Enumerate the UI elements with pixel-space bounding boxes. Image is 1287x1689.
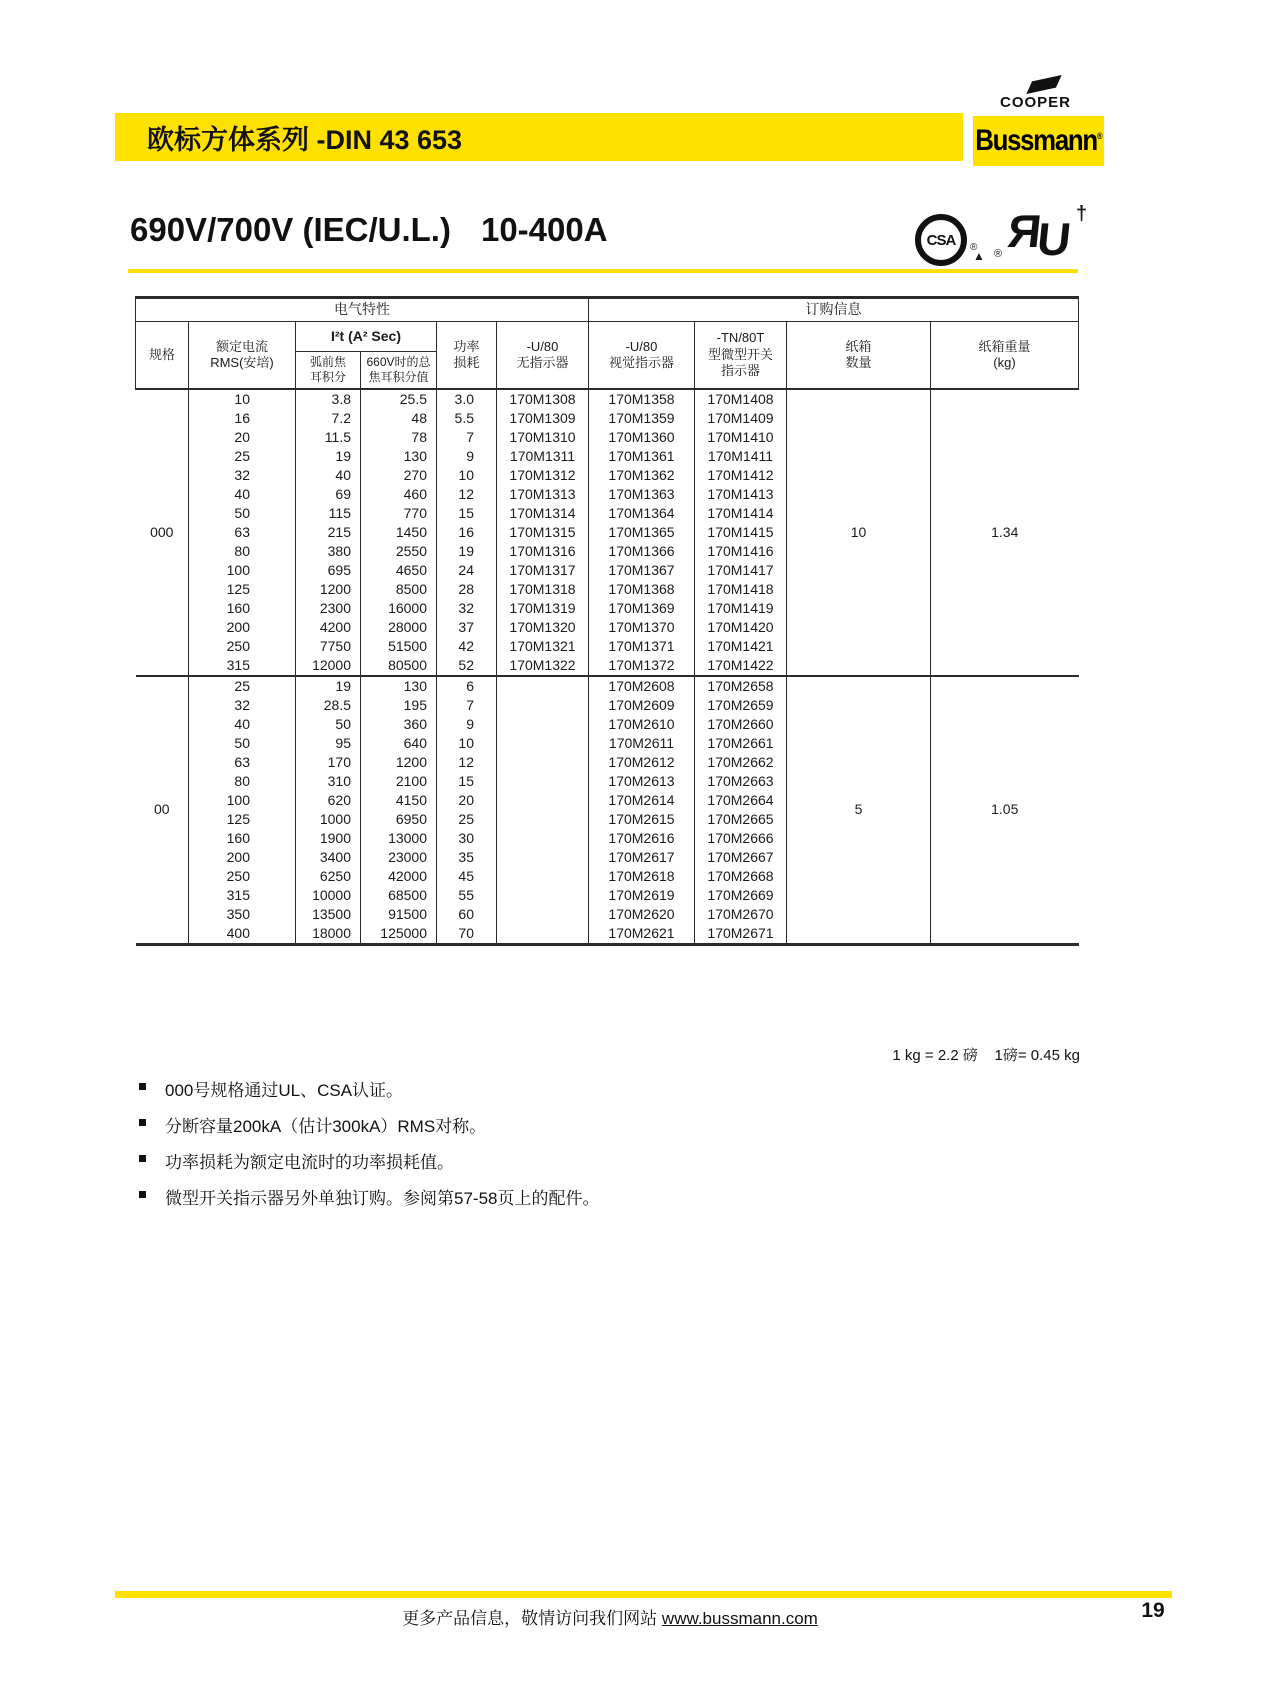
- cell-rated-current: 315: [189, 886, 296, 905]
- cell-rated-current: 25: [189, 676, 296, 696]
- cell-pn-u80-plain: [497, 696, 589, 715]
- cell-power-loss: 19: [437, 542, 497, 561]
- page-number: 19: [1141, 1599, 1165, 1622]
- cell-pn-tn80t: 170M1422: [695, 656, 787, 676]
- cell-pn-u80-visual: 170M1358: [589, 389, 695, 409]
- cell-rated-current: 63: [189, 753, 296, 772]
- cell-power-loss: 10: [437, 466, 497, 485]
- cell-i2t-total-660v: 91500: [361, 905, 437, 924]
- cell-pn-u80-plain: [497, 867, 589, 886]
- cell-i2t-prearc: 19: [296, 447, 361, 466]
- cell-i2t-prearc: 7750: [296, 637, 361, 656]
- cell-pn-u80-plain: 170M1314: [497, 504, 589, 523]
- cell-pn-u80-plain: [497, 753, 589, 772]
- title-divider-rule: [128, 269, 1078, 273]
- cell-power-loss: 7: [437, 428, 497, 447]
- cooper-logo: COOPER: [1000, 94, 1072, 111]
- carton-qty-cell: 5: [787, 676, 931, 945]
- cell-power-loss: 10: [437, 734, 497, 753]
- cell-pn-tn80t: 170M1416: [695, 542, 787, 561]
- cell-pn-u80-plain: [497, 829, 589, 848]
- table-column-header-row: [136, 322, 1079, 352]
- cell-rated-current: 40: [189, 715, 296, 734]
- cell-pn-u80-visual: 170M2611: [589, 734, 695, 753]
- carton-qty-cell: 10: [787, 389, 931, 676]
- cell-i2t-total-660v: 8500: [361, 580, 437, 599]
- cell-i2t-total-660v: 270: [361, 466, 437, 485]
- col-header-tn80t: -TN/80T 型微型开关 指示器: [695, 322, 787, 389]
- cell-pn-u80-visual: 170M2613: [589, 772, 695, 791]
- square-bullet-icon: [139, 1119, 146, 1126]
- cell-pn-u80-visual: 170M1371: [589, 637, 695, 656]
- cell-i2t-prearc: 18000: [296, 924, 361, 945]
- cell-power-loss: 9: [437, 447, 497, 466]
- cell-rated-current: 32: [189, 696, 296, 715]
- cell-i2t-prearc: 2300: [296, 599, 361, 618]
- cell-pn-u80-visual: 170M1365: [589, 523, 695, 542]
- footnote-item: 000号规格通过UL、CSA认证。: [139, 1076, 599, 1101]
- cell-rated-current: 80: [189, 772, 296, 791]
- cell-power-loss: 37: [437, 618, 497, 637]
- cell-pn-tn80t: 170M1417: [695, 561, 787, 580]
- cell-i2t-prearc: 13500: [296, 905, 361, 924]
- cell-pn-u80-plain: 170M1316: [497, 542, 589, 561]
- cell-pn-u80-plain: 170M1321: [497, 637, 589, 656]
- cell-i2t-total-660v: 640: [361, 734, 437, 753]
- cell-i2t-total-660v: 4150: [361, 791, 437, 810]
- cell-pn-u80-visual: 170M1361: [589, 447, 695, 466]
- cell-pn-tn80t: 170M2671: [695, 924, 787, 945]
- cell-pn-tn80t: 170M2662: [695, 753, 787, 772]
- carton-weight-cell: 1.34: [931, 389, 1079, 676]
- cell-pn-u80-visual: 170M1367: [589, 561, 695, 580]
- cell-pn-u80-visual: 170M2610: [589, 715, 695, 734]
- ul-registered-icon: ®: [994, 248, 1003, 260]
- cell-pn-u80-plain: [497, 886, 589, 905]
- series-header-band: [115, 113, 963, 161]
- cell-power-loss: 20: [437, 791, 497, 810]
- cell-i2t-prearc: 170: [296, 753, 361, 772]
- cell-pn-u80-plain: 170M1311: [497, 447, 589, 466]
- cell-pn-u80-plain: [497, 734, 589, 753]
- cell-pn-tn80t: 170M2658: [695, 676, 787, 696]
- cell-pn-tn80t: 170M1420: [695, 618, 787, 637]
- cell-rated-current: 200: [189, 618, 296, 637]
- cell-pn-u80-visual: 170M2614: [589, 791, 695, 810]
- cell-pn-tn80t: 170M1419: [695, 599, 787, 618]
- cell-pn-u80-plain: 170M1322: [497, 656, 589, 676]
- cell-rated-current: 200: [189, 848, 296, 867]
- cell-power-loss: 15: [437, 504, 497, 523]
- cell-pn-u80-visual: 170M1363: [589, 485, 695, 504]
- cell-pn-u80-visual: 170M1362: [589, 466, 695, 485]
- cell-i2t-prearc: 6250: [296, 867, 361, 886]
- cell-pn-u80-plain: [497, 905, 589, 924]
- csa-logo-icon: CSA: [915, 214, 967, 266]
- cell-i2t-total-660v: 6950: [361, 810, 437, 829]
- cell-i2t-total-660v: 1450: [361, 523, 437, 542]
- cell-i2t-total-660v: 460: [361, 485, 437, 504]
- cell-power-loss: 25: [437, 810, 497, 829]
- cell-power-loss: 24: [437, 561, 497, 580]
- cell-power-loss: 32: [437, 599, 497, 618]
- square-bullet-icon: [139, 1083, 146, 1090]
- cell-pn-u80-visual: 170M1360: [589, 428, 695, 447]
- cell-power-loss: 45: [437, 867, 497, 886]
- square-bullet-icon: [139, 1191, 146, 1198]
- footer-info: 更多产品信息，敬情访问我们网站 www.bussmann.com: [402, 1609, 818, 1628]
- cell-pn-u80-plain: 170M1308: [497, 389, 589, 409]
- cell-pn-u80-visual: 170M2617: [589, 848, 695, 867]
- cell-i2t-prearc: 4200: [296, 618, 361, 637]
- spec-cell: 000: [150, 523, 174, 540]
- cell-i2t-total-660v: 130: [361, 676, 437, 696]
- cell-i2t-prearc: 620: [296, 791, 361, 810]
- cell-i2t-total-660v: 42000: [361, 867, 437, 886]
- cell-pn-u80-plain: 170M1318: [497, 580, 589, 599]
- csa-registered-icon: ®: [970, 242, 978, 253]
- cell-pn-tn80t: 170M2666: [695, 829, 787, 848]
- col-header-carton-weight: 纸箱重量 (kg): [931, 322, 1079, 389]
- cell-i2t-prearc: 7.2: [296, 409, 361, 428]
- cell-i2t-prearc: 380: [296, 542, 361, 561]
- cell-i2t-prearc: 19: [296, 676, 361, 696]
- cell-pn-u80-plain: 170M1313: [497, 485, 589, 504]
- cell-pn-u80-visual: 170M1359: [589, 409, 695, 428]
- cell-i2t-total-660v: 4650: [361, 561, 437, 580]
- cell-pn-tn80t: 170M2660: [695, 715, 787, 734]
- col-header-total-660v: 660V时的总 焦耳积分值: [361, 352, 437, 389]
- cell-i2t-total-660v: 195: [361, 696, 437, 715]
- cell-pn-tn80t: 170M1411: [695, 447, 787, 466]
- cell-pn-tn80t: 170M1418: [695, 580, 787, 599]
- cell-pn-u80-visual: 170M2619: [589, 886, 695, 905]
- bussmann-logo: Bussmann®: [975, 124, 1102, 157]
- cell-pn-tn80t: 170M2669: [695, 886, 787, 905]
- cell-i2t-total-660v: 23000: [361, 848, 437, 867]
- col-header-u80-visual: -U/80 视觉指示器: [589, 322, 695, 389]
- cell-i2t-prearc: 1000: [296, 810, 361, 829]
- cell-pn-u80-plain: 170M1312: [497, 466, 589, 485]
- table-row: [136, 389, 1079, 409]
- cell-pn-u80-visual: 170M2612: [589, 753, 695, 772]
- footer-yellow-bar: [115, 1591, 1172, 1598]
- cell-power-loss: 9: [437, 715, 497, 734]
- cell-rated-current: 160: [189, 829, 296, 848]
- footnote-item: 功率损耗为额定电流时的功率损耗值。: [139, 1148, 599, 1173]
- cell-rated-current: 400: [189, 924, 296, 945]
- cell-pn-tn80t: 170M2661: [695, 734, 787, 753]
- cell-i2t-prearc: 1200: [296, 580, 361, 599]
- cell-power-loss: 3.0: [437, 389, 497, 409]
- cell-i2t-prearc: 95: [296, 734, 361, 753]
- cell-power-loss: 5.5: [437, 409, 497, 428]
- cell-i2t-prearc: 3400: [296, 848, 361, 867]
- cell-pn-u80-plain: 170M1309: [497, 409, 589, 428]
- cell-rated-current: 315: [189, 656, 296, 676]
- cell-power-loss: 35: [437, 848, 497, 867]
- cell-rated-current: 10: [189, 389, 296, 409]
- cell-rated-current: 63: [189, 523, 296, 542]
- cell-power-loss: 30: [437, 829, 497, 848]
- col-header-carton-qty: 纸箱 数量: [787, 322, 931, 389]
- square-bullet-icon: [139, 1155, 146, 1162]
- cell-pn-tn80t: 170M2659: [695, 696, 787, 715]
- cell-i2t-total-660v: 48: [361, 409, 437, 428]
- cell-i2t-total-660v: 13000: [361, 829, 437, 848]
- col-header-power-loss: 功率 损耗: [437, 322, 497, 389]
- ul-recognized-icon: RU: [1005, 205, 1074, 265]
- col-header-u80-plain: -U/80 无指示器: [497, 322, 589, 389]
- cell-pn-u80-visual: 170M2608: [589, 676, 695, 696]
- cell-power-loss: 52: [437, 656, 497, 676]
- cell-rated-current: 16: [189, 409, 296, 428]
- cooper-flag-icon: [1026, 75, 1061, 94]
- cell-i2t-prearc: 50: [296, 715, 361, 734]
- registered-mark-icon: ®: [1097, 131, 1102, 141]
- bussmann-logo-block: [973, 116, 1104, 166]
- cell-rated-current: 160: [189, 599, 296, 618]
- cell-i2t-prearc: 69: [296, 485, 361, 504]
- cell-pn-u80-visual: 170M1366: [589, 542, 695, 561]
- cell-power-loss: 12: [437, 485, 497, 504]
- cell-pn-u80-plain: [497, 791, 589, 810]
- spec-cell: 00: [136, 676, 189, 945]
- cell-pn-tn80t: 170M2665: [695, 810, 787, 829]
- cell-pn-u80-visual: 170M1369: [589, 599, 695, 618]
- cell-i2t-total-660v: 78: [361, 428, 437, 447]
- cell-pn-u80-plain: 170M1315: [497, 523, 589, 542]
- col-header-prearc: 弧前焦 耳积分: [296, 352, 361, 389]
- cell-i2t-total-660v: 125000: [361, 924, 437, 945]
- cell-pn-tn80t: 170M1408: [695, 389, 787, 409]
- cell-i2t-prearc: 11.5: [296, 428, 361, 447]
- cell-i2t-prearc: 215: [296, 523, 361, 542]
- cell-pn-tn80t: 170M2668: [695, 867, 787, 886]
- cell-power-loss: 42: [437, 637, 497, 656]
- cell-rated-current: 50: [189, 734, 296, 753]
- cell-pn-u80-plain: [497, 810, 589, 829]
- carton-weight-cell: 1.05: [931, 676, 1079, 945]
- cell-rated-current: 250: [189, 637, 296, 656]
- cell-rated-current: 80: [189, 542, 296, 561]
- cell-pn-u80-visual: 170M1370: [589, 618, 695, 637]
- cell-pn-u80-visual: 170M1364: [589, 504, 695, 523]
- cell-i2t-total-660v: 130: [361, 447, 437, 466]
- cell-pn-tn80t: 170M1409: [695, 409, 787, 428]
- ul-dagger-icon: †: [1076, 203, 1088, 225]
- cell-power-loss: 70: [437, 924, 497, 945]
- cell-i2t-total-660v: 770: [361, 504, 437, 523]
- cell-pn-u80-plain: 170M1319: [497, 599, 589, 618]
- cell-pn-tn80t: 170M2667: [695, 848, 787, 867]
- col-header-spec: 规格: [136, 322, 189, 389]
- cell-i2t-total-660v: 2100: [361, 772, 437, 791]
- cell-pn-tn80t: 170M1413: [695, 485, 787, 504]
- col-header-i2t: I²t (A² Sec): [296, 322, 437, 352]
- cell-i2t-total-660v: 2550: [361, 542, 437, 561]
- footnote-item: 微型开关指示器另外单独订购。参阅第57-58页上的配件。: [139, 1184, 599, 1209]
- cell-pn-tn80t: 170M1412: [695, 466, 787, 485]
- title-voltage: 690V/700V (IEC/U.L.): [130, 211, 451, 248]
- cell-pn-tn80t: 170M1421: [695, 637, 787, 656]
- cell-rated-current: 350: [189, 905, 296, 924]
- cell-i2t-total-660v: 28000: [361, 618, 437, 637]
- table-row: [136, 676, 1079, 696]
- cell-rated-current: 40: [189, 485, 296, 504]
- table-body: [136, 389, 1079, 945]
- cell-i2t-total-660v: 51500: [361, 637, 437, 656]
- cell-i2t-total-660v: 25.5: [361, 389, 437, 409]
- cell-i2t-prearc: 1900: [296, 829, 361, 848]
- cell-pn-tn80t: 170M2670: [695, 905, 787, 924]
- cell-rated-current: 20: [189, 428, 296, 447]
- cell-i2t-total-660v: 68500: [361, 886, 437, 905]
- cell-i2t-prearc: 10000: [296, 886, 361, 905]
- cell-power-loss: 55: [437, 886, 497, 905]
- cell-i2t-total-660v: 16000: [361, 599, 437, 618]
- series-title: 欧标方体系列 -DIN 43 653: [147, 124, 463, 155]
- cell-pn-u80-plain: 170M1320: [497, 618, 589, 637]
- fuse-ratings-table: [135, 296, 1079, 946]
- cell-pn-u80-plain: [497, 715, 589, 734]
- cell-pn-u80-visual: 170M2621: [589, 924, 695, 945]
- cell-pn-u80-visual: 170M2609: [589, 696, 695, 715]
- cell-rated-current: 100: [189, 561, 296, 580]
- group-header-electrical: 电气特性: [136, 298, 589, 322]
- title-current-range: 10-400A: [480, 211, 608, 248]
- page-title: [130, 211, 608, 249]
- table-group-header-row: [136, 298, 1079, 322]
- cell-pn-tn80t: 170M1410: [695, 428, 787, 447]
- cell-rated-current: 125: [189, 580, 296, 599]
- cell-i2t-prearc: 28.5: [296, 696, 361, 715]
- cell-pn-tn80t: 170M1415: [695, 523, 787, 542]
- cell-pn-u80-plain: [497, 848, 589, 867]
- cell-pn-u80-visual: 170M2616: [589, 829, 695, 848]
- website-link[interactable]: www.bussmann.com: [661, 1609, 818, 1628]
- cell-pn-u80-plain: [497, 676, 589, 696]
- cell-pn-tn80t: 170M1414: [695, 504, 787, 523]
- cell-rated-current: 25: [189, 447, 296, 466]
- cell-power-loss: 60: [437, 905, 497, 924]
- cell-rated-current: 50: [189, 504, 296, 523]
- cell-pn-tn80t: 170M2664: [695, 791, 787, 810]
- kg-conversion-note: 1 kg = 2.2 磅 1磅= 0.45 kg: [892, 1047, 1080, 1064]
- cell-pn-tn80t: 170M2663: [695, 772, 787, 791]
- cell-pn-u80-visual: 170M1372: [589, 656, 695, 676]
- cell-i2t-total-660v: 80500: [361, 656, 437, 676]
- cell-i2t-total-660v: 360: [361, 715, 437, 734]
- cell-power-loss: 7: [437, 696, 497, 715]
- cell-i2t-total-660v: 1200: [361, 753, 437, 772]
- cell-pn-u80-plain: 170M1317: [497, 561, 589, 580]
- cell-power-loss: 6: [437, 676, 497, 696]
- group-header-ordering: 订购信息: [589, 298, 1079, 322]
- cell-rated-current: 250: [189, 867, 296, 886]
- cell-pn-u80-plain: [497, 772, 589, 791]
- cell-pn-u80-visual: 170M2615: [589, 810, 695, 829]
- cell-pn-u80-visual: 170M1368: [589, 580, 695, 599]
- cell-rated-current: 125: [189, 810, 296, 829]
- footnote-item: 分断容量200kA（估计300kA）RMS对称。: [139, 1112, 599, 1137]
- cell-i2t-prearc: 40: [296, 466, 361, 485]
- cell-rated-current: 100: [189, 791, 296, 810]
- cell-pn-u80-visual: 170M2618: [589, 867, 695, 886]
- csa-triangle-icon: ▲: [973, 249, 985, 263]
- cell-pn-u80-plain: 170M1310: [497, 428, 589, 447]
- footnotes-list: [139, 1076, 599, 1220]
- cell-rated-current: 32: [189, 466, 296, 485]
- cell-power-loss: 16: [437, 523, 497, 542]
- cell-pn-u80-plain: [497, 924, 589, 945]
- cell-i2t-prearc: 12000: [296, 656, 361, 676]
- cell-i2t-prearc: 115: [296, 504, 361, 523]
- cell-i2t-prearc: 695: [296, 561, 361, 580]
- cell-i2t-prearc: 3.8: [296, 389, 361, 409]
- cell-i2t-prearc: 310: [296, 772, 361, 791]
- col-header-rated-current: 额定电流 RMS(安培): [189, 322, 296, 389]
- cell-power-loss: 12: [437, 753, 497, 772]
- cell-power-loss: 15: [437, 772, 497, 791]
- cell-power-loss: 28: [437, 580, 497, 599]
- cell-pn-u80-visual: 170M2620: [589, 905, 695, 924]
